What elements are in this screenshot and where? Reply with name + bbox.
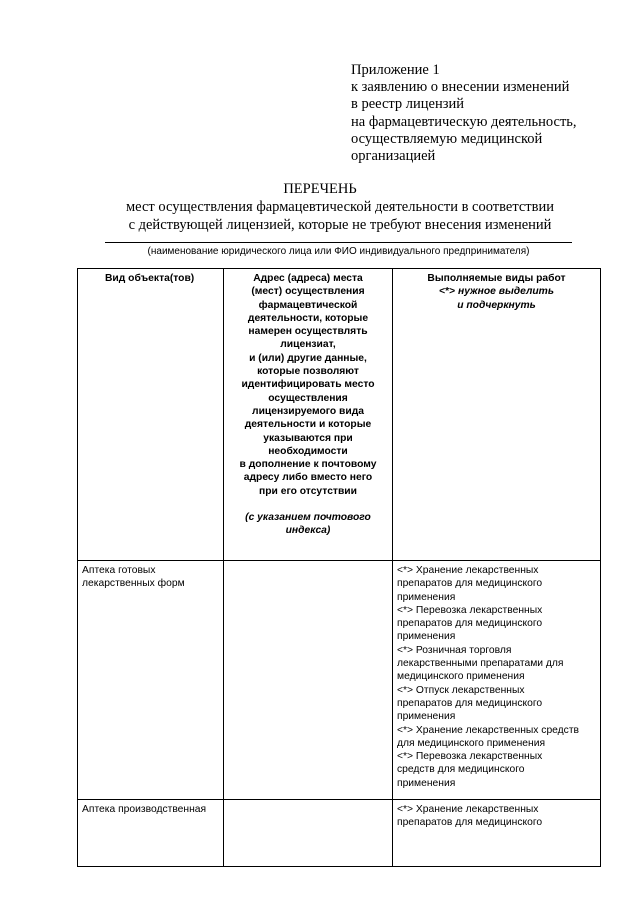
cell-address: [224, 561, 393, 800]
header-address-line: осуществления: [268, 392, 348, 404]
header-address-line: необходимости: [268, 445, 348, 457]
work-line: <*> Розничная торговля: [397, 644, 512, 656]
work-line: для медицинского применения: [397, 737, 546, 749]
header-address-line: деятельности, которые: [247, 312, 369, 324]
appendix-line: в реестр лицензий: [351, 96, 464, 113]
header-address: [224, 269, 393, 561]
header-address-gap: [228, 498, 388, 511]
subtitle-line: мест осуществления фармацевтической деятельности в соответствии: [125, 199, 554, 215]
header-address-line: которые позволяют: [257, 366, 359, 378]
document-title: ПЕРЕЧЕНЬ: [283, 181, 357, 197]
table-header-row: [78, 269, 601, 561]
appendix-line: организацией: [351, 148, 436, 165]
work-line: препаратов для медицинского: [397, 618, 543, 630]
work-line: средств для медицинского: [397, 764, 525, 776]
header-object-type: Вид объекта(тов): [78, 269, 224, 561]
header-address-line: лицензиат,: [280, 339, 336, 351]
cell-works: [393, 800, 601, 867]
work-line: медицинского применения: [397, 671, 525, 683]
cell-address: [224, 800, 393, 867]
org-name-line: [105, 242, 572, 243]
work-line: применения: [397, 711, 456, 723]
org-name-caption: (наименование юридического лица или ФИО индивидуального предпринимателя): [147, 246, 530, 257]
appendix-line: Приложение 1: [351, 62, 440, 78]
header-works-note: [397, 285, 596, 298]
header-address-line: в дополнение к почтовому: [239, 459, 377, 471]
places-table: [77, 268, 601, 867]
work-line: применения: [397, 631, 456, 643]
header-address-line: идентифицировать место: [241, 379, 375, 391]
work-line: <*> Перевозка лекарственных: [397, 604, 543, 616]
object-type-line: Аптека производственная: [82, 804, 207, 815]
table-row: [78, 561, 601, 800]
header-works-title: Выполняемые виды работ: [427, 273, 566, 284]
header-address-line: лицензируемого вида: [252, 405, 364, 417]
appendix-line: осуществляемую медицинской: [351, 130, 543, 147]
appendix-line: на фармацевтическую деятельность,: [351, 113, 577, 130]
cell-object-type: [78, 561, 224, 800]
work-line: <*> Хранение лекарственных: [397, 565, 539, 576]
header-works-mark: <*>: [439, 286, 456, 298]
object-type-line: Аптека готовых: [82, 565, 156, 576]
header-address-line: фармацевтической: [258, 299, 358, 311]
work-line: применения: [397, 591, 456, 603]
header-address-line: деятельности и которые: [244, 419, 372, 431]
header-address-line: намерен осуществлять: [248, 326, 368, 338]
work-line: <*> Перевозка лекарственных: [397, 751, 543, 763]
cell-object-type: [78, 800, 224, 867]
work-line: препаратов для медицинского: [397, 578, 543, 590]
header-address-line: при его отсутствии: [259, 485, 357, 497]
header-address-note: индекса): [285, 525, 331, 537]
appendix-block: [351, 62, 577, 165]
header-works: [393, 269, 601, 561]
cell-works: [393, 561, 601, 800]
work-line: <*> Хранение лекарственных: [397, 804, 539, 815]
document-subtitle: [0, 199, 640, 234]
header-address-line: указываются при: [263, 432, 353, 444]
work-line: <*> Отпуск лекарственных: [397, 684, 525, 696]
work-line: <*> Хранение лекарственных средств: [397, 724, 580, 736]
object-type-line: лекарственных форм: [82, 578, 185, 590]
table-row: [78, 800, 601, 867]
header-address-line: адресу либо вместо него: [243, 472, 373, 484]
header-address-line: Адрес (адреса) места: [253, 273, 363, 284]
work-line: лекарственными препаратами для: [397, 658, 564, 670]
subtitle-line: с действующей лицензией, которые не требуют внесения изменений: [128, 216, 552, 233]
work-line: препаратов для медицинского: [397, 697, 543, 709]
work-line: применения: [397, 777, 456, 789]
appendix-line: к заявлению о внесении изменений: [351, 79, 570, 96]
header-address-note: (с указанием почтового: [245, 512, 371, 524]
header-address-line: и (или) другие данные,: [249, 352, 367, 364]
work-line: препаратов для медицинского: [397, 817, 543, 829]
header-works-italic: нужное выделить: [457, 286, 554, 298]
header-address-line: (мест) осуществления: [251, 286, 365, 298]
header-works-italic: и подчеркнуть: [457, 299, 536, 311]
